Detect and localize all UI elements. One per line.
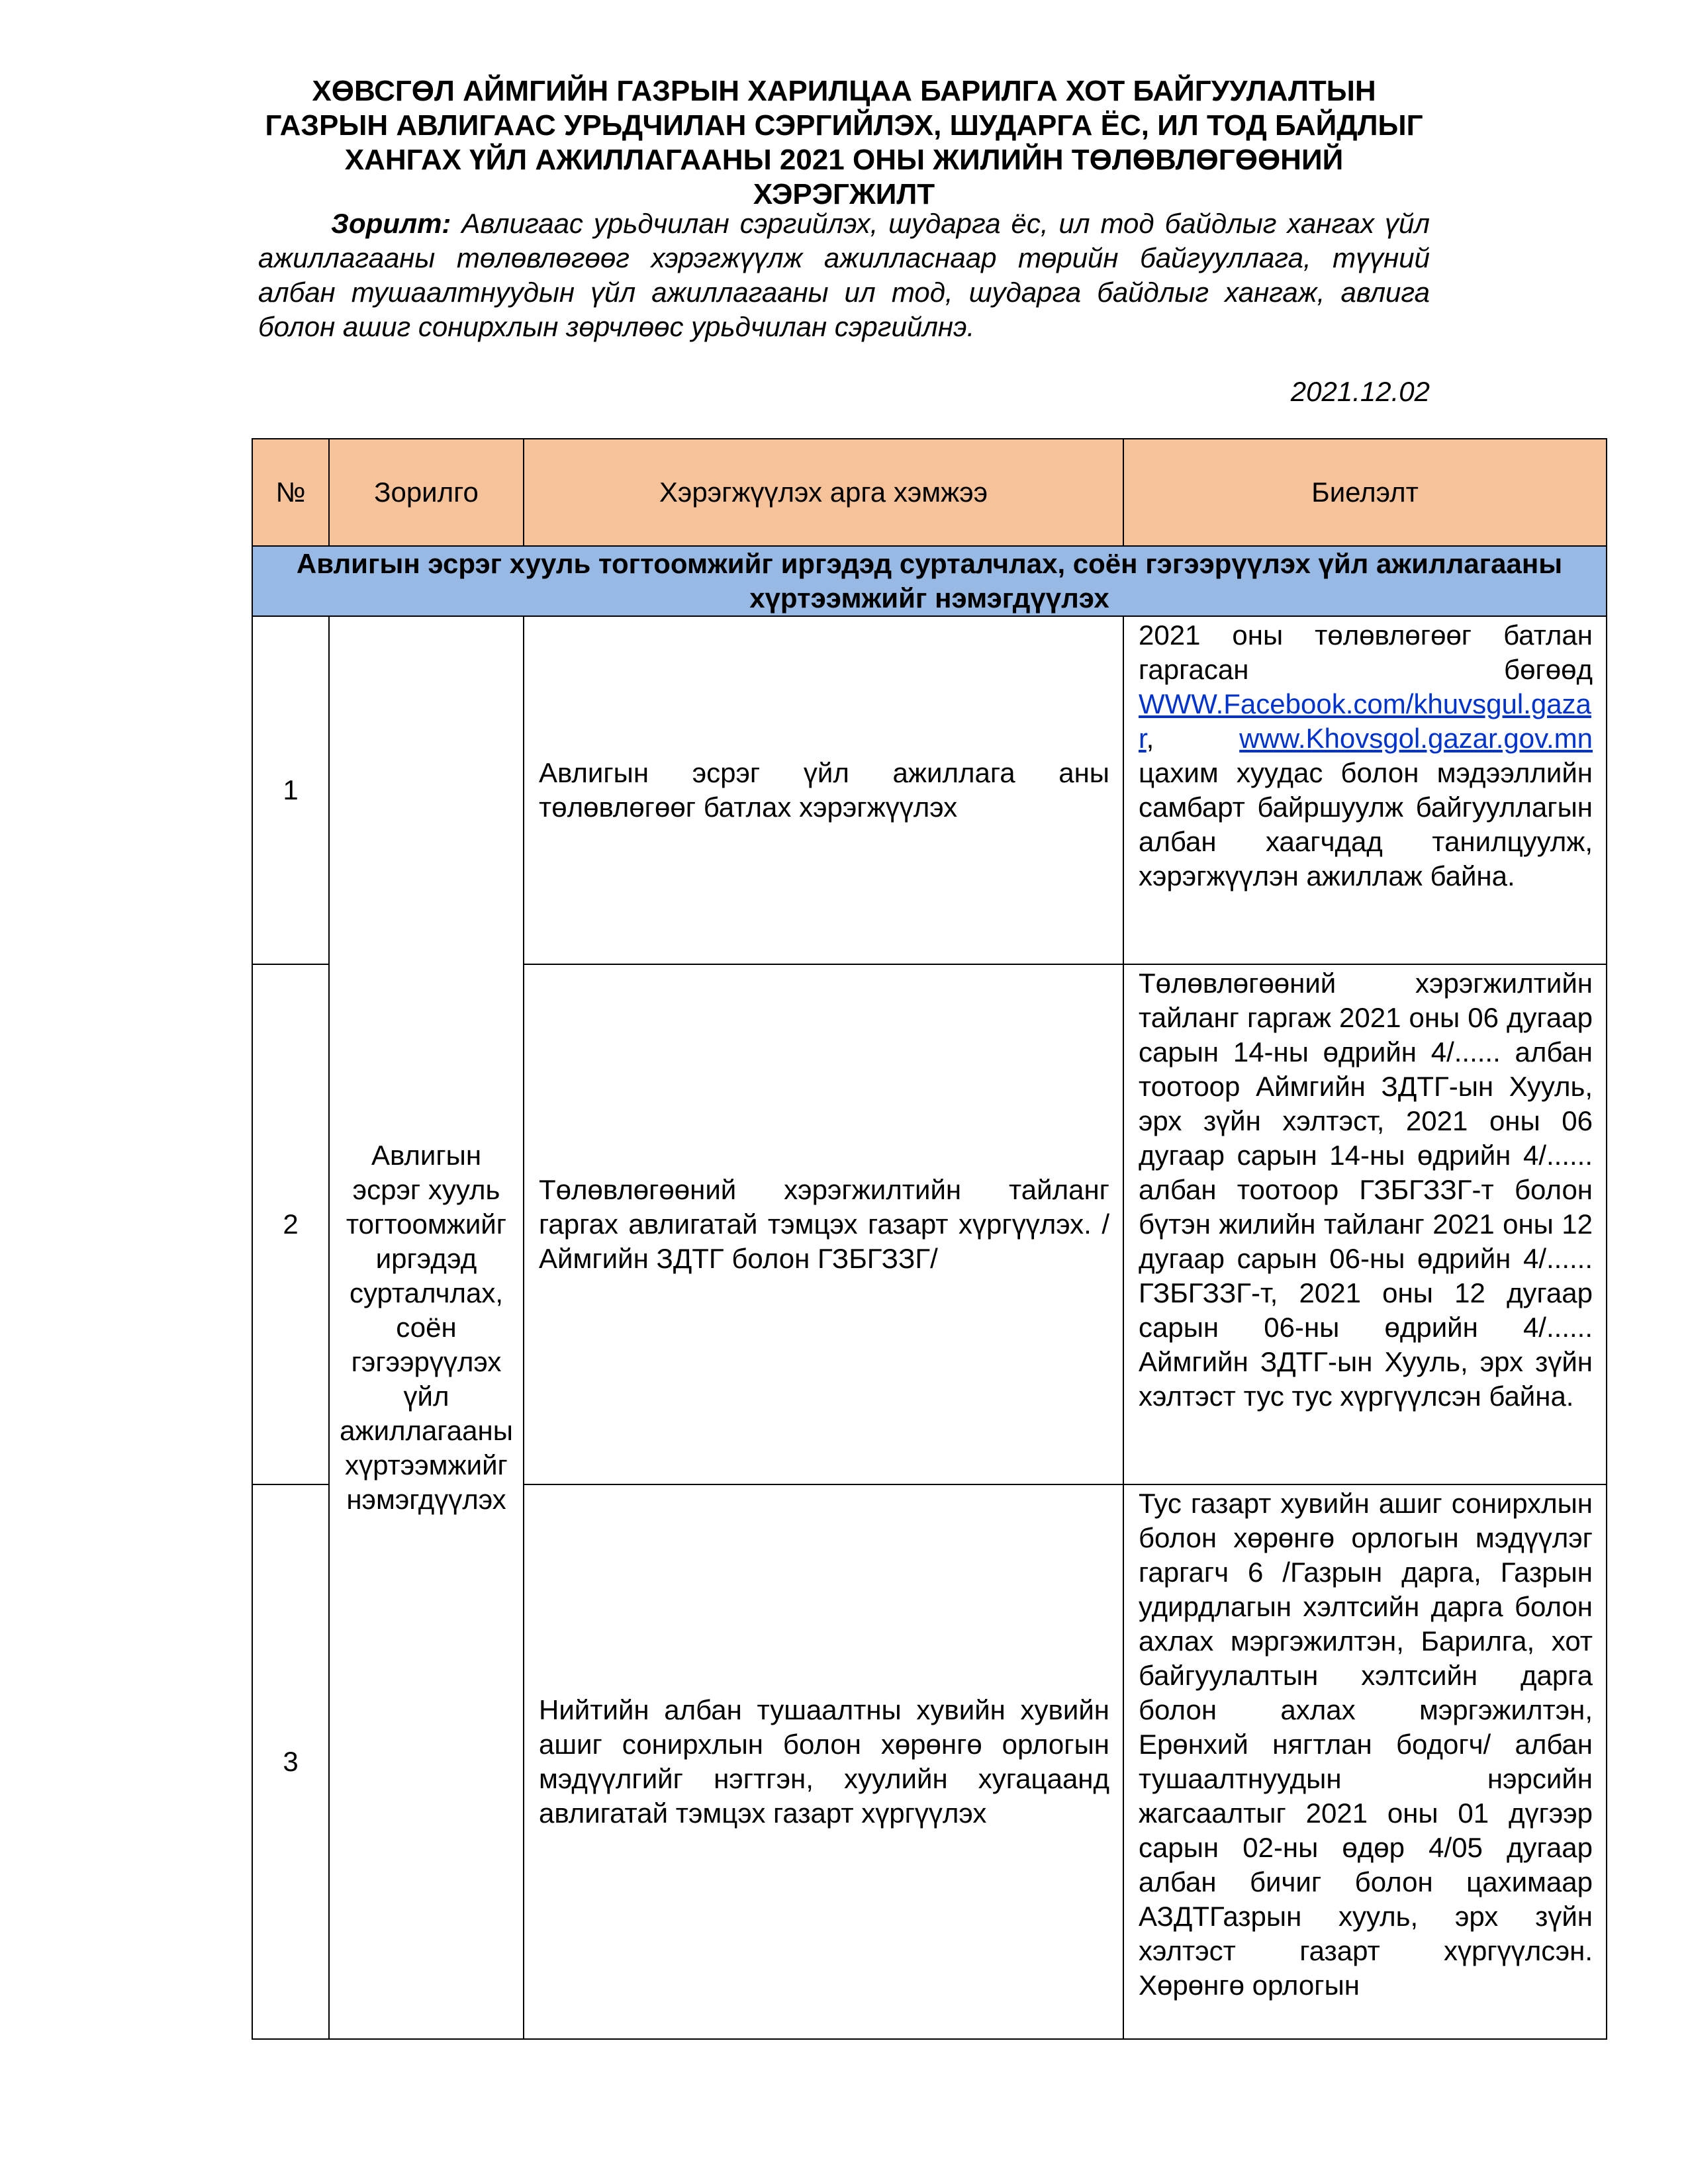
row-3-measure-text: Нийтийн албан тушаалтны хувийн хувийн ашиг сонирхлын болон хөрөнгө орлогын мэдүүлгийг нэгтгэн, хуулийн хугацаанд авлигатай тэмцэх газарт хүргүүлэх [539, 1694, 1109, 1829]
document-title: ХӨВСГӨЛ АЙМГИЙН ГАЗРЫН ХАРИЛЦАА БАРИЛГА ХОТ БАЙГУУЛАЛТЫН ГАЗРЫН АВЛИГААС УРЬДЧИЛАН СЭРГИЙЛЭХ, ШУДАРГА ЁС, ИЛ ТОД БАЙДЛЫГ ХАНГАХ ҮЙЛ АЖИЛЛАГААНЫ 2021 ОНЫ ЖИЛИЙН ТӨЛӨВЛӨГӨӨНИЙ ХЭРЭГЖИЛТ [265, 75, 1423, 210]
row-1-result-pre: 2021 оны төлөвлөгөөг батлан гаргасан бөгөөд [1139, 619, 1593, 685]
header-num: № [252, 438, 330, 547]
section-title: Авлигын эсрэг хууль тогтоомжийг иргэдэд сурталчлах, соён гэгээрүүлэх үйл ажиллагааны хүртээмжийг нэмэгдүүлэх [252, 545, 1607, 617]
facebook-link[interactable]: WWW.Facebook.com/khuvsgul.gazar [1139, 688, 1591, 754]
website-link[interactable]: www.Khovsgol.gazar.gov.mn [1239, 723, 1593, 754]
row-3-num: 3 [252, 1484, 330, 2040]
row-1-num: 1 [252, 615, 330, 965]
goal-label: Зорилт: [331, 208, 451, 239]
row-2-measure-text: Төлөвлөгөөний хэрэгжилтийн тайланг гаргах авлигатай тэмцэх газарт хүргүүлэх. /Аймгийн ЗДТГ болон ГЗБГЗЗГ/ [539, 1174, 1109, 1274]
row-1-measure [523, 615, 1124, 965]
row-1-result-post: цахим хуудас болон мэдээллийн самбарт байршуулж байгууллагын албан хаагчдад танилцуулж, хэрэгжүүлэн ажиллаж байна. [1139, 757, 1593, 891]
group-goal-cell [328, 615, 524, 2040]
group-goal-text: Авлигын эсрэг хууль тогтоомжийг иргэдэд сурталчлах, соён гэгээрүүлэх үйл ажиллагааны хүртээмжийг нэмэгдүүлэх [340, 1140, 513, 1515]
row-1-result [1123, 615, 1607, 965]
document-date: 2021.12.02 [1290, 376, 1430, 407]
goal-text: Авлигаас урьдчилан сэргийлэх, шударга ёс, ил тод байдлыг хангах үйл ажиллагааны төлөвлөгөөг хэрэгжүүлж ажилласнаар төрийн байгууллага, түүний албан тушаалтнуудын үйл ажиллагааны ил тод, шударга байдлыг хангаж, авлига болон ашиг сонирхлын зөрчлөөс урьдчилан сэргийлнэ. [258, 208, 1430, 342]
row-3-measure [523, 1484, 1124, 2040]
implementation-table [252, 438, 1607, 2040]
goal-paragraph [258, 206, 1430, 344]
row-2-measure [523, 964, 1124, 1485]
row-3-result: Тус газарт хувийн ашиг сонирхлын болон хөрөнгө орлогын мэдүүлэг гаргагч 6 /Газрын дарга, Газрын удирдлагын хэлтсийн дарга болон ахлах мэргэжилтэн, Барилга, хот байгуулалтын хэлтсийн дарга болон ахлах мэргэжилтэн, Ерөнхий нягтлан бодогч/ албан тушаалтнуудын нэрсийн жагсаалтыг 2021 оны 01 дүгээр сарын 02-ны өдөр 4/05 дугаар албан бичиг болон цахимаар АЗДТГазрын хууль, эрх зүйн хэлтэст газарт хүргүүлсэн. Хөрөнгө орлогын [1123, 1484, 1607, 2040]
header-measure: Хэрэгжүүлэх арга хэмжээ [523, 438, 1124, 547]
header-result: Биелэлт [1123, 438, 1607, 547]
row-1-measure-text: Авлигын эсрэг үйл ажиллага аны төлөвлөгөөг батлах хэрэгжүүлэх [539, 757, 1109, 823]
row-1-result-mid: , [1146, 723, 1240, 754]
row-2-num: 2 [252, 964, 330, 1485]
row-2-result: Төлөвлөгөөний хэрэгжилтийн тайланг гаргаж 2021 оны 06 дугаар сарын 14-ны өдрийн 4/...... албан тоотоор Аймгийн ЗДТГ-ын Хууль, эрх зүйн хэлтэст, 2021 оны 06 дугаар сарын 14-ны өдрийн 4/...... албан тоотоор ГЗБГЗЗГ-т болон бүтэн жилийн тайланг 2021 оны 12 дугаар сарын 06-ны өдрийн 4/...... ГЗБГЗЗГ-т, 2021 оны 12 дугаар сарын 06-ны өдрийн 4/...... Аймгийн ЗДТГ-ын Хууль, эрх зүйн хэлтэст тус тус хүргүүлсэн байна. [1123, 964, 1607, 1485]
header-goal: Зорилго [328, 438, 524, 547]
